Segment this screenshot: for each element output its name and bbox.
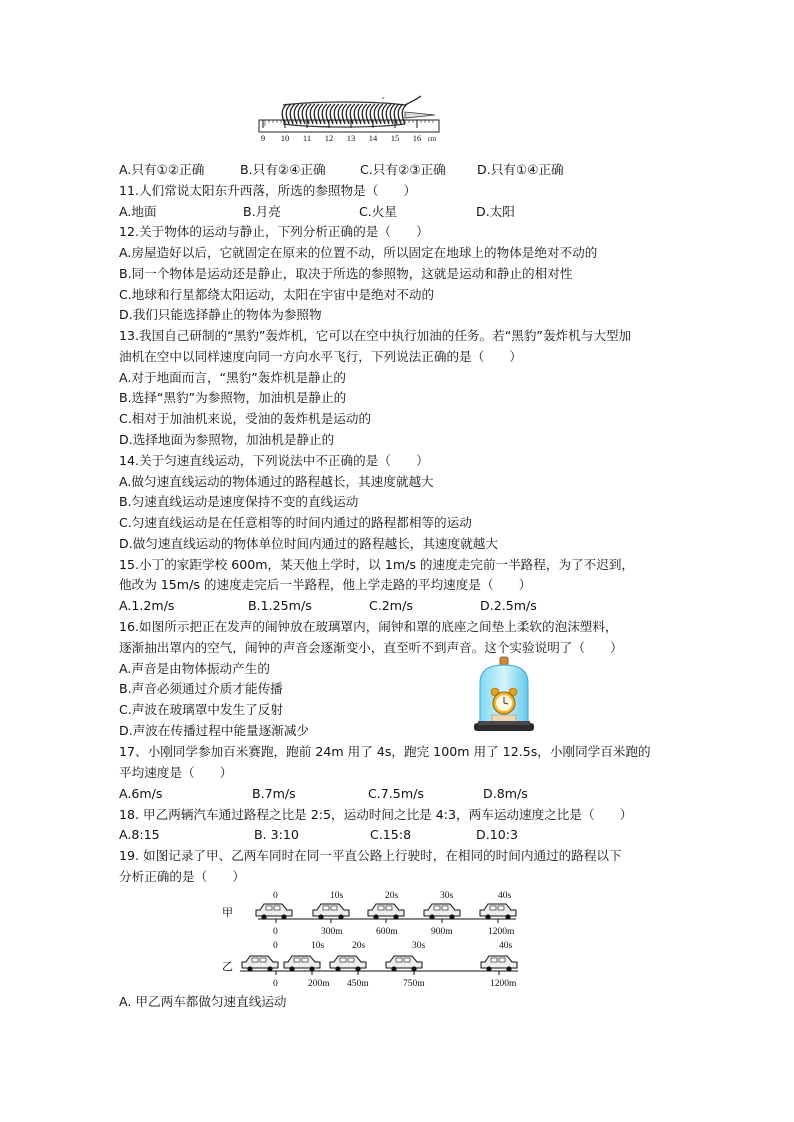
q18-stem: 18. 甲乙两辆汽车通过路程之比是 2:5，运动时间之比是 4:3，两车运动速度之比是（ ） [119, 807, 633, 822]
car-icon [242, 956, 278, 972]
option-b[interactable]: B. 3:10 [254, 827, 299, 842]
time-label: 30s [412, 941, 426, 951]
ruler-tick-labels [261, 133, 437, 143]
q14-option-c[interactable]: C.匀速直线运动是在任意相等的时间内通过的路程都相等的运动 [119, 515, 472, 530]
ruler-tick-label: 16 [412, 133, 422, 143]
distance-label: 450m [347, 979, 369, 989]
q12-option-c[interactable]: C.地球和行星都绕太阳运动，太阳在宇宙中是绝对不动的 [119, 287, 435, 302]
time-label: 0 [273, 941, 278, 951]
q11-stem: 11.人们常说太阳东升西落，所选的参照物是（ ） [119, 183, 417, 198]
option-a[interactable]: A.只有①②正确 [119, 162, 205, 177]
distance-label: 900m [431, 927, 453, 937]
q12-option-a[interactable]: A.房屋造好以后，它就固定在原来的位置不动，所以固定在地球上的物体是绝对不动的 [119, 245, 598, 260]
option-a[interactable]: A.8:15 [119, 827, 160, 842]
q19-stem-line-2: 分析正确的是（ ） [119, 869, 245, 884]
option-b[interactable]: B.1.25m/s [248, 598, 312, 613]
time-label: 20s [385, 891, 399, 901]
distance-label: 0 [273, 979, 278, 989]
ruler-tick-label: 10 [280, 133, 290, 143]
distance-label: 1200m [488, 927, 515, 937]
q12-option-b[interactable]: B.同一个物体是运动还是静止，取决于所选的参照物，这就是运动和静止的相对性 [119, 266, 573, 281]
option-c[interactable]: C.15:8 [370, 827, 412, 842]
car-icon [368, 904, 404, 920]
option-d[interactable]: D.8m/s [483, 786, 528, 801]
option-c[interactable]: C.只有②③正确 [360, 162, 446, 177]
option-a[interactable]: A.6m/s [119, 786, 163, 801]
q16-option-d[interactable]: D.声波在传播过程中能量逐渐减少 [119, 723, 310, 738]
option-b[interactable]: B.月亮 [243, 204, 281, 219]
q13-stem-line-2: 油机在空中以同样速度向同一方向水平飞行，下列说法正确的是（ ） [119, 349, 522, 364]
car-icon [313, 904, 349, 920]
q15-stem-line-2: 他改为 15m/s 的速度走完后一半路程，他上学走路的平均速度是（ ） [119, 577, 532, 592]
option-b[interactable]: B.7m/s [252, 786, 296, 801]
q17-stem-line-2: 平均速度是（ ） [119, 765, 233, 780]
distance-label: 200m [308, 979, 330, 989]
car-icon [284, 956, 320, 972]
q19-stem-line-1: 19. 如图记录了甲、乙两车同时在同一平直公路上行驶时，在相同的时间内通过的路程以下 [119, 848, 622, 863]
distance-label: 750m [403, 979, 425, 989]
q14-option-b[interactable]: B.匀速直线运动是速度保持不变的直线运动 [119, 494, 359, 509]
q13-option-d[interactable]: D.选择地面为参照物，加油机是静止的 [119, 432, 335, 447]
time-label: 40s [498, 891, 512, 901]
q14-option-a[interactable]: A.做匀速直线运动的物体通过的路程越长，其速度就越大 [119, 474, 434, 489]
dot-mark [382, 97, 384, 99]
time-label: 10s [330, 891, 344, 901]
option-d[interactable]: D.10:3 [476, 827, 518, 842]
q15-stem-line-1: 15.小丁的家距学校 600m，某天他上学时，以 1m/s 的速度走完前一半路程，为了不迟到， [119, 557, 635, 572]
q13-stem-line-1: 13.我国自己研制的“黑豹”轰炸机，它可以在空中执行加油的任务。若“黑豹”轰炸机与大型加 [119, 328, 632, 343]
car-icon [480, 904, 516, 920]
q14-option-d[interactable]: D.做匀速直线运动的物体单位时间内通过的路程越长，其速度就越大 [119, 536, 498, 551]
distance-label: 300m [321, 927, 343, 937]
time-label: 0 [273, 891, 278, 901]
q16-option-c[interactable]: C.声波在玻璃罩中发生了反射 [119, 702, 283, 717]
ruler-tick-label: 9 [260, 133, 266, 143]
car-icon [330, 956, 366, 972]
car-icon [256, 904, 292, 920]
q12-option-d[interactable]: D.我们只能选择静止的物体为参照物 [119, 307, 322, 322]
ruler-tick-label: 12 [324, 133, 334, 143]
bell-jar-figure [468, 655, 540, 737]
option-c[interactable]: C.2m/s [369, 598, 413, 613]
row-label-jia: 甲 [222, 907, 233, 919]
foam-pad [492, 715, 516, 722]
q12-stem: 12.关于物体的运动与静止，下列分析正确的是（ ） [119, 224, 429, 239]
q16-option-b[interactable]: B.声音必须通过介质才能传播 [119, 681, 283, 696]
ruler-tick-label: 11 [302, 133, 312, 143]
jar-base-ring [478, 721, 530, 725]
q16-stem-line-2: 逐渐抽出罩内的空气，闹钟的声音会逐渐变小，直至听不到声音。这个实验说明了（ ） [119, 640, 623, 655]
q13-option-a[interactable]: A.对于地面而言，“黑豹”轰炸机是静止的 [119, 370, 346, 385]
q13-option-b[interactable]: B.选择“黑豹”为参照物，加油机是静止的 [119, 390, 347, 405]
ruler-spring-figure [255, 95, 460, 150]
option-a[interactable]: A.1.2m/s [119, 598, 175, 613]
car-icon [424, 904, 460, 920]
distance-label: 0 [273, 927, 278, 937]
option-d[interactable]: D.太阳 [476, 204, 515, 219]
ruler-tick-label: 13 [346, 133, 356, 143]
row-label-yi: 乙 [222, 961, 233, 973]
distance-label: 1200m [490, 979, 517, 989]
q19-option-a[interactable]: A. 甲乙两车都做匀速直线运动 [119, 994, 287, 1009]
car-icon [386, 956, 422, 972]
q16-stem-line-1: 16.如图所示把正在发声的闹钟放在玻璃罩内，闹钟和罩的底座之间垫上柔软的泡沫塑料， [119, 619, 618, 634]
car-motion-diagram [218, 886, 538, 990]
option-d[interactable]: D.只有①④正确 [477, 162, 564, 177]
option-c[interactable]: C.火星 [359, 204, 397, 219]
time-label: 10s [311, 941, 325, 951]
option-c[interactable]: C.7.5m/s [368, 786, 424, 801]
pencil-tip [405, 112, 435, 118]
ruler-unit: cm [427, 135, 437, 143]
car-icon [481, 956, 517, 972]
distance-label: 600m [376, 927, 398, 937]
q13-option-c[interactable]: C.相对于加油机来说，受油的轰炸机是运动的 [119, 411, 372, 426]
time-label: 20s [352, 941, 366, 951]
option-a[interactable]: A.地面 [119, 204, 157, 219]
ruler-tick-label: 15 [390, 133, 400, 143]
q14-stem: 14.关于匀速直线运动，下列说法中不正确的是（ ） [119, 453, 429, 468]
time-label: 30s [440, 891, 454, 901]
wire-tail [405, 96, 421, 105]
time-label: 40s [499, 941, 513, 951]
ruler-tick-label: 14 [368, 133, 378, 143]
option-d[interactable]: D.2.5m/s [480, 598, 537, 613]
q17-stem-line-1: 17、小刚同学参加百米赛跑，跑前 24m 用了 4s，跑完 100m 用了 12.5s，小刚同学百米跑的 [119, 744, 651, 759]
q16-option-a[interactable]: A.声音是由物体振动产生的 [119, 661, 270, 676]
option-b[interactable]: B.只有②④正确 [240, 162, 326, 177]
